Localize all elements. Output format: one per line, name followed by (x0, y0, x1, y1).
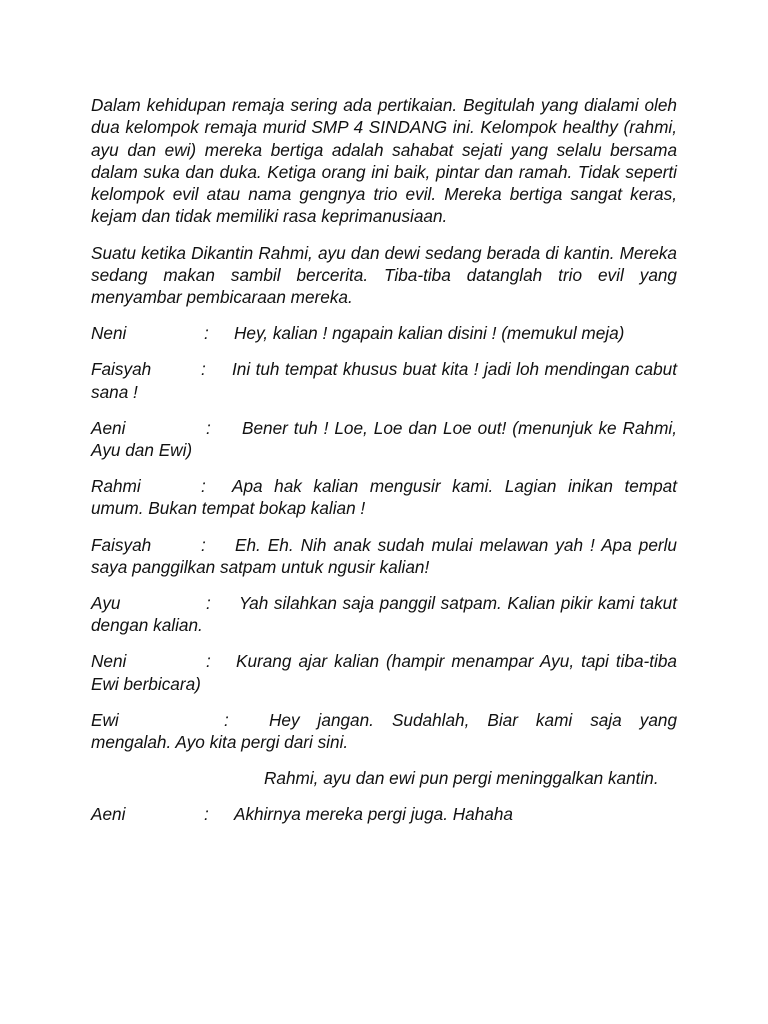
dialogue-text: Eh. Eh. Nih anak sudah mulai melawan yah ! Apa perlu saya panggilkan satpam untuk ngusir kalian! (91, 534, 677, 577)
dialogue-text: Yah silahkan saja panggil satpam. Kalian pikir kami takut dengan kalian. (91, 592, 677, 636)
document-body (91, 94, 677, 839)
dialogue-text: Hey, kalian ! ngapain kalian disini ! (memukul meja) (234, 323, 625, 344)
speaker-name: Neni (91, 323, 127, 344)
dialogue-line (91, 709, 677, 754)
dialogue-text: Apa hak kalian mengusir kami. Lagian inikan tempat umum. Bukan tempat bokap kalian ! (91, 476, 677, 519)
speaker-colon: : (201, 476, 206, 497)
speaker-colon: : (201, 359, 206, 380)
dialogue-line (91, 592, 677, 637)
speaker-colon: : (204, 804, 209, 825)
speaker-colon: : (224, 709, 229, 730)
dialogue-text: Ini tuh tempat khusus buat kita ! jadi loh mendingan cabut sana ! (91, 359, 677, 402)
speaker-name: Neni (91, 651, 127, 672)
dialogue-line (91, 417, 677, 462)
dialogue-text: Hey jangan. Sudahlah, Biar kami saja yang mengalah. Ayo kita pergi dari sini. (91, 709, 677, 752)
speaker-colon: : (206, 417, 211, 438)
dialogue-line (91, 650, 677, 695)
dialogue-line (91, 475, 677, 520)
speaker-colon: : (206, 592, 211, 613)
speaker-colon: : (206, 651, 211, 672)
dialogue-text: Kurang ajar kalian (hampir menampar Ayu, tapi tiba-tiba Ewi berbicara) (91, 651, 677, 694)
speaker-name: Aeni (91, 417, 126, 438)
dialogue-text: Bener tuh ! Loe, Loe dan Loe out! (menunjuk ke Rahmi, Ayu dan Ewi) (91, 417, 677, 461)
speaker-colon: : (201, 534, 206, 555)
speaker-name: Faisyah (91, 359, 152, 380)
dialogue-text: Akhirnya mereka pergi juga. Hahaha (234, 804, 513, 825)
speaker-name: Rahmi (91, 476, 141, 497)
dialogue-line (91, 358, 677, 403)
dialogue-line (91, 534, 677, 579)
speaker-name: Faisyah (91, 534, 152, 555)
intro-paragraph: Dalam kehidupan remaja sering ada pertikaian. Begitulah yang dialami oleh dua kelompok remaja murid SMP 4 SINDANG ini. Kelompok healthy (rahmi, ayu dan ewi) mereka bertiga adalah sahabat sejati yang selalu bersama dalam suka dan duka. Ketiga orang ini baik, pintar dan ramah. Tidak seperti kelompok evil atau nama gengnya trio evil. Mereka bertiga sangat keras, kejam dan tidak memiliki rasa keprimanusiaan. (91, 95, 677, 227)
speaker-name: Ewi (91, 709, 119, 730)
speaker-colon: : (204, 323, 209, 344)
dialogue-line (91, 322, 677, 344)
setting-paragraph: Suatu ketika Dikantin Rahmi, ayu dan dewi sedang berada di kantin. Mereka sedang makan sambil bercerita. Tiba-tiba datanglah trio evil yang menyambar pembicaraan mereka. (91, 242, 677, 308)
narration-line: Rahmi, ayu dan ewi pun pergi meninggalkan kantin. (264, 768, 659, 789)
speaker-name: Ayu (91, 592, 121, 613)
dialogue-line (91, 803, 677, 825)
speaker-name: Aeni (91, 804, 126, 825)
